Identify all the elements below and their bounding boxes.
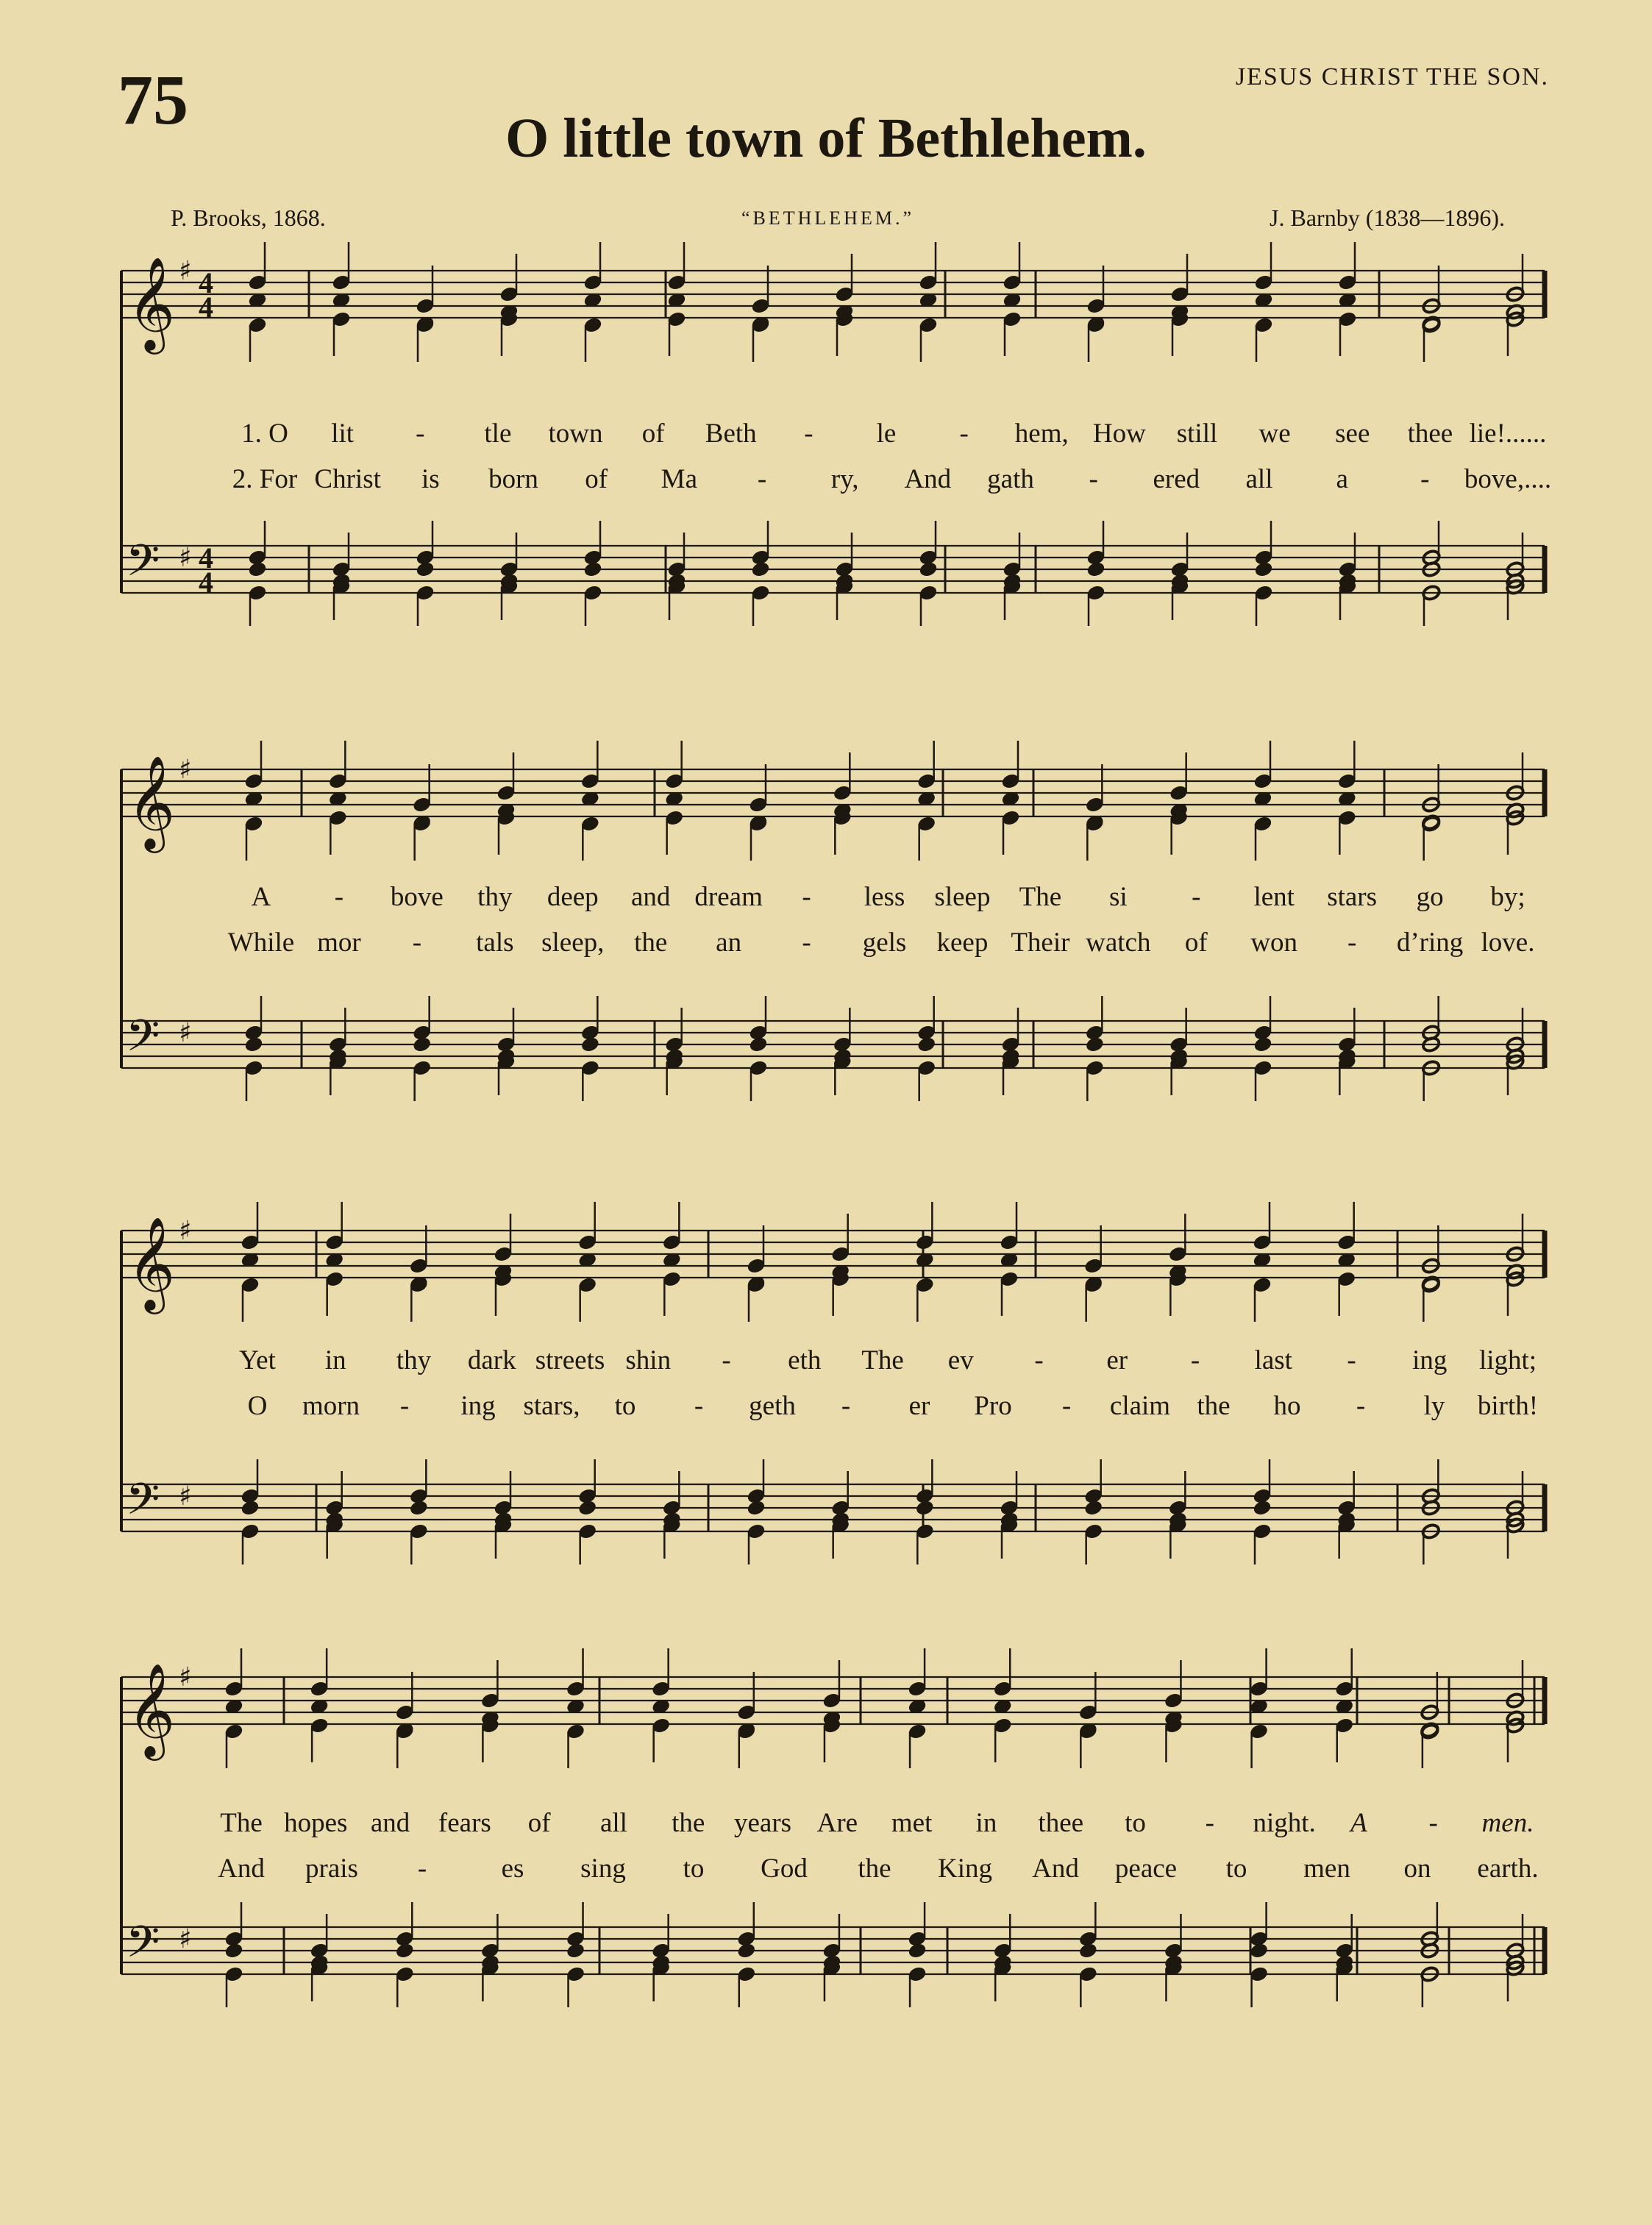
lyric-system1-verse1: - — [959, 419, 969, 449]
lyric-system1-verse1: 1. O — [241, 419, 288, 449]
lyric-system1-verse1: town — [548, 419, 603, 449]
lyric-system2-verse2: watch — [1086, 928, 1151, 958]
note-head — [1078, 1942, 1097, 1959]
sharp-icon: ♯ — [179, 1481, 192, 1512]
lyric-system1-verse1: le — [876, 419, 897, 449]
tune-name: “BETHLEHEM.” — [741, 207, 915, 229]
lyric-system3-verse2: Pro — [974, 1391, 1012, 1421]
lyric-system4-verse1: night. — [1253, 1808, 1316, 1838]
lyric-system1-verse1: still — [1176, 419, 1218, 449]
lyric-system1-verse1: of — [641, 419, 665, 449]
lyric-system3-verse1: - — [1034, 1345, 1044, 1375]
lyric-system4-verse2: sing — [580, 1854, 626, 1884]
treble-clef-icon: 𝄞 — [127, 755, 176, 849]
note-head — [919, 560, 938, 577]
lyric-system1-verse1: lit — [331, 419, 355, 449]
lyric-system4-verse1: A — [1350, 1808, 1367, 1838]
lyric-system2-verse2: d’ring — [1396, 928, 1464, 958]
lyric-system3-verse2: morn — [302, 1391, 360, 1421]
note-head — [915, 1499, 934, 1516]
sharp-icon: ♯ — [179, 1924, 192, 1954]
lyric-system3-verse2: ho — [1273, 1391, 1301, 1421]
lyric-system3-verse1: light; — [1478, 1345, 1537, 1375]
note-head — [1086, 560, 1106, 577]
lyric-system4-verse1: men. — [1481, 1808, 1534, 1838]
lyric-system1-verse2: of — [585, 464, 608, 494]
lyric-system4-verse2: on — [1403, 1854, 1431, 1884]
time-signature-bass-bottom: 4 — [199, 566, 213, 599]
bass-clef-icon: 𝄢 — [126, 1916, 160, 1978]
lyric-system4-verse2: prais — [305, 1854, 358, 1884]
lyric-system2-verse1: go — [1416, 882, 1444, 912]
lyric-system1-verse2: born — [488, 464, 538, 494]
lyric-system4-verse2: peace — [1114, 1854, 1178, 1884]
lyric-system3-verse1: thy — [396, 1345, 432, 1375]
lyric-system1-verse2: Christ — [314, 464, 381, 494]
lyric-system1-verse2: bove,.... — [1464, 464, 1552, 494]
lyric-system4-verse2: men — [1303, 1854, 1350, 1884]
lyric-system3-verse1: ing — [1412, 1345, 1448, 1375]
note-head — [1253, 1499, 1272, 1516]
note-head — [577, 1499, 597, 1516]
lyric-system4-verse1: The — [220, 1808, 263, 1838]
lyric-system4-verse2: And — [218, 1854, 265, 1884]
lyric-system3-verse1: - — [722, 1345, 731, 1375]
lyric-system1-verse1: - — [804, 419, 813, 449]
treble-clef-icon: 𝄞 — [127, 1662, 176, 1756]
lyric-system2-verse1: - — [1192, 882, 1201, 912]
lyric-system1-verse1: - — [416, 419, 425, 449]
lyric-system2-verse2: the — [634, 928, 668, 958]
lyric-system3-verse2: to — [614, 1391, 636, 1421]
lyric-system2-verse1: deep — [546, 882, 599, 912]
lyric-system2-verse1: A — [251, 882, 271, 912]
note-head — [747, 1499, 766, 1516]
lyric-system4-verse2: God — [761, 1854, 808, 1884]
note-head — [1083, 1499, 1103, 1516]
lyric-system4-verse1: and — [370, 1808, 410, 1838]
section-heading: JESUS CHRIST THE SON. — [1235, 63, 1549, 90]
lyric-system3-verse2: - — [694, 1391, 704, 1421]
note-head — [409, 1499, 428, 1516]
lyric-system1-verse2: Ma — [661, 464, 697, 494]
lyric-system1-verse1: hem, — [1014, 419, 1069, 449]
lyric-system2-verse2: love. — [1481, 928, 1535, 958]
lyric-system1-verse1: see — [1335, 419, 1370, 449]
lyric-system1-verse1: we — [1258, 419, 1291, 449]
lyric-system1-verse2: 2. For — [232, 464, 298, 494]
lyric-system1-verse2: ry, — [830, 464, 859, 494]
lyric-system4-verse1: thee — [1038, 1808, 1084, 1838]
note-head — [412, 1036, 431, 1053]
note-head — [241, 1499, 260, 1516]
lyric-system1-verse2: - — [757, 464, 767, 494]
lyric-system1-verse1: tle — [484, 419, 512, 449]
lyric-system2-verse2: - — [1347, 928, 1357, 958]
lyric-system4-verse1: met — [891, 1808, 933, 1838]
lyric-system4-verse1: to — [1125, 1808, 1146, 1838]
lyric-system1-verse2: is — [421, 464, 440, 494]
lyric-system4-verse2: the — [858, 1854, 891, 1884]
lyric-system2-verse2: - — [412, 928, 422, 958]
lyric-system1-verse2: And — [904, 464, 952, 494]
note-head — [566, 1942, 585, 1959]
lyric-system3-verse2: - — [399, 1391, 410, 1421]
time-signature-treble-top: 4 — [199, 266, 213, 299]
note-head — [1085, 1036, 1104, 1053]
sharp-icon: ♯ — [179, 256, 192, 286]
lyric-system3-verse2: - — [1356, 1391, 1366, 1421]
lyric-system2-verse1: lent — [1253, 882, 1295, 912]
lyric-system1-verse2: - — [1089, 464, 1098, 494]
lyric-system4-verse2: to — [1225, 1854, 1247, 1884]
music-credit: J. Barnby (1838—1896). — [1270, 204, 1505, 231]
lyric-system4-verse1: - — [1428, 1808, 1438, 1838]
lyric-system1-verse2: - — [1420, 464, 1430, 494]
lyric-system2-verse1: dream — [694, 882, 763, 912]
lyric-system4-verse1: in — [975, 1808, 997, 1838]
lyric-system2-verse1: less — [864, 882, 905, 912]
note-head — [751, 560, 770, 577]
lyric-system2-verse2: tals — [476, 928, 514, 958]
lyric-system3-verse1: ev — [947, 1345, 974, 1375]
hymn-number: 75 — [118, 60, 188, 139]
lyric-system3-verse2: the — [1197, 1391, 1231, 1421]
lyric-system2-verse2: keep — [936, 928, 989, 958]
lyric-system4-verse1: fears — [438, 1808, 491, 1838]
lyric-system2-verse2: gels — [862, 928, 907, 958]
lyric-system3-verse1: eth — [788, 1345, 822, 1375]
lyric-system1-verse2: ered — [1153, 464, 1200, 494]
lyric-system3-verse2: ly — [1423, 1391, 1445, 1421]
lyric-system1-verse1: Beth — [705, 419, 757, 449]
sharp-icon: ♯ — [179, 1216, 192, 1246]
sharp-icon: ♯ — [179, 543, 192, 573]
lyric-system1-verse1: How — [1092, 419, 1146, 449]
bass-clef-icon: 𝄢 — [126, 1010, 160, 1072]
lyric-system3-verse2: er — [908, 1391, 930, 1421]
note-head — [916, 1036, 936, 1053]
lyric-system1-verse2: all — [1245, 464, 1273, 494]
note-head — [224, 1942, 243, 1959]
note-head — [244, 1036, 263, 1053]
lyric-system3-verse2: - — [841, 1391, 851, 1421]
lyric-system3-verse1: streets — [535, 1345, 605, 1375]
lyric-system2-verse1: stars — [1327, 882, 1378, 912]
note-head — [248, 560, 267, 577]
lyric-system1-verse1: lie!...... — [1469, 419, 1547, 449]
bass-clef-icon: 𝄢 — [126, 1473, 160, 1535]
note-head — [1254, 560, 1273, 577]
lyric-system1-verse2: gath — [987, 464, 1034, 494]
lyric-system2-verse2: Their — [1011, 928, 1070, 958]
note-head — [1253, 1036, 1272, 1053]
lyric-system3-verse2: - — [1061, 1391, 1072, 1421]
lyric-system4-verse2: King — [938, 1854, 992, 1884]
note-head — [416, 560, 435, 577]
lyric-system4-verse1: the — [672, 1808, 705, 1838]
note-head — [737, 1942, 756, 1959]
lyric-system4-verse1: - — [1205, 1808, 1214, 1838]
lyric-system3-verse2: geth — [749, 1391, 796, 1421]
note-head — [395, 1942, 414, 1959]
lyric-system3-verse2: stars, — [523, 1391, 580, 1421]
bass-clef-icon: 𝄢 — [126, 535, 160, 597]
lyric-system3-verse2: birth! — [1477, 1391, 1539, 1421]
note-head — [583, 560, 602, 577]
lyric-system4-verse1: Are — [816, 1808, 858, 1838]
lyric-system2-verse2: sleep, — [541, 928, 605, 958]
note-head — [580, 1036, 599, 1053]
lyric-system1-verse1: thee — [1407, 419, 1453, 449]
lyric-system2-verse1: sleep — [934, 882, 991, 912]
lyric-system3-verse1: The — [861, 1345, 904, 1375]
lyric-system2-verse1: and — [630, 882, 671, 912]
lyric-system3-verse2: claim — [1109, 1391, 1171, 1421]
lyric-system4-verse2: earth. — [1477, 1854, 1539, 1884]
lyric-system4-verse2: to — [683, 1854, 705, 1884]
lyric-system3-verse1: in — [324, 1345, 346, 1375]
lyric-system2-verse1: - — [802, 882, 811, 912]
treble-clef-icon: 𝄞 — [127, 256, 176, 350]
lyric-system2-verse1: by; — [1490, 882, 1525, 912]
lyric-system3-verse2: ing — [460, 1391, 496, 1421]
lyric-system2-verse1: thy — [477, 882, 513, 912]
lyric-system3-verse1: - — [1190, 1345, 1200, 1375]
treble-clef-icon: 𝄞 — [127, 1216, 176, 1310]
lyric-system4-verse1: hopes — [284, 1808, 348, 1838]
lyric-system2-verse2: won — [1250, 928, 1298, 958]
sharp-icon: ♯ — [179, 755, 192, 785]
sharp-icon: ♯ — [179, 1662, 192, 1692]
lyric-system4-verse1: years — [734, 1808, 792, 1838]
lyric-system2-verse1: The — [1019, 882, 1062, 912]
lyric-system3-verse1: dark — [467, 1345, 516, 1375]
note-head — [908, 1942, 927, 1959]
lyric-system3-verse1: Yet — [239, 1345, 276, 1375]
note-head — [1249, 1942, 1268, 1959]
lyric-system4-verse2: es — [501, 1854, 524, 1884]
lyric-system4-verse1: all — [599, 1808, 627, 1838]
lyric-system1-verse2: a — [1336, 464, 1348, 494]
time-signature-bass-top: 4 — [199, 541, 213, 574]
lyric-system3-verse1: er — [1106, 1345, 1128, 1375]
time-signature-treble-bottom: 4 — [199, 291, 213, 324]
lyric-system4-verse1: of — [527, 1808, 551, 1838]
lyric-system2-verse2: While — [227, 928, 295, 958]
words-credit: P. Brooks, 1868. — [171, 204, 326, 231]
lyric-system2-verse2: an — [716, 928, 742, 958]
lyric-system3-verse1: shin — [625, 1345, 672, 1375]
lyric-system3-verse1: last — [1254, 1345, 1292, 1375]
lyric-system4-verse2: And — [1032, 1854, 1079, 1884]
hymn-title: O little town of Bethlehem. — [505, 107, 1147, 169]
lyric-system2-verse1: si — [1108, 882, 1128, 912]
lyric-system2-verse2: - — [802, 928, 811, 958]
lyric-system3-verse2: O — [247, 1391, 268, 1421]
lyric-system2-verse2: mor — [317, 928, 361, 958]
lyric-system2-verse1: - — [334, 882, 344, 912]
lyric-system4-verse2: - — [417, 1854, 427, 1884]
lyric-system2-verse1: bove — [390, 882, 444, 912]
sharp-icon: ♯ — [179, 1018, 192, 1048]
lyric-system2-verse2: of — [1184, 928, 1208, 958]
note-head — [749, 1036, 768, 1053]
lyric-system3-verse1: - — [1347, 1345, 1356, 1375]
